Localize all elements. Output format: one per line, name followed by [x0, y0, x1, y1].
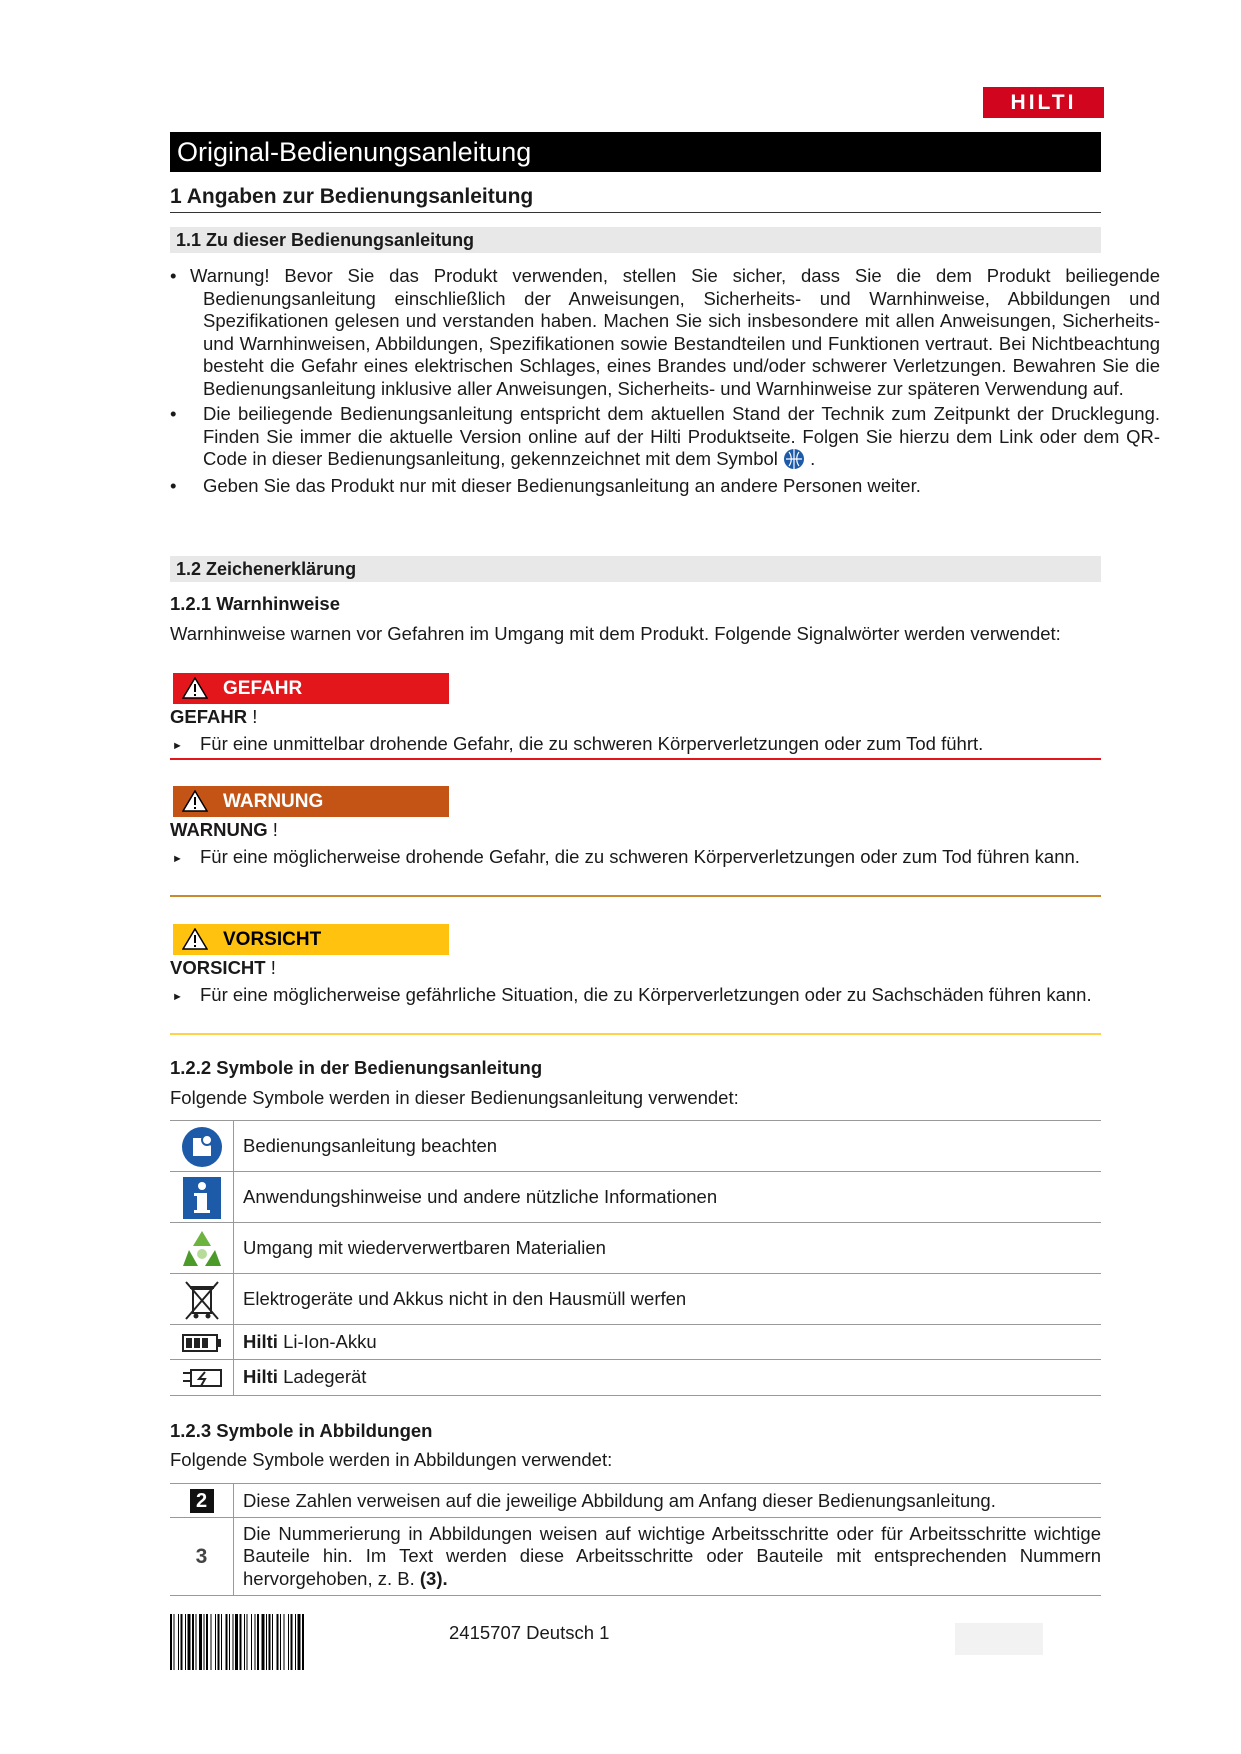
page-title: Original-Bedienungsanleitung	[170, 132, 1101, 172]
crossed-bin-icon	[182, 1279, 222, 1321]
warning-triangle-icon	[182, 928, 208, 950]
vorsicht-signal-bar: VORSICHT	[173, 924, 449, 955]
list-item: • Warnung! Bevor Sie das Produkt verwenden, stellen Sie sicher, dass Sie die dem Produkt beiliegende Bedienungsanleitung einschließlich der Anweisungen, Sicherheits- und Warnhinweise, Abbildungen und Spezifikationen gelesen und verstanden haben. Machen Sie sich insbesondere mit allen Anweisungen, Sicherheits- und Warnhinweisen, Abbildungen, Spezifikationen sowie Bestandteilen und Funktionen vertraut. Bei Nichtbeachtung besteht die Gefahr eines elektrischen Schlages, eines Brandes und/oder schwerer Verletzungen. Bewahren Sie die Bedienungsanleitung inklusive aller Anweisungen, Sicherheits- und Warnhinweise zur späteren Verwendung auf.	[170, 265, 1160, 399]
step-number: 3	[195, 1544, 208, 1568]
battery-icon	[182, 1333, 222, 1353]
gefahr-rule	[170, 758, 1101, 760]
globe-link-icon	[783, 448, 805, 470]
warning-triangle-icon	[182, 790, 208, 812]
vorsicht-word: VORSICHT !	[170, 957, 276, 978]
page-marker-box	[955, 1623, 1043, 1655]
recycle-icon	[181, 1228, 223, 1270]
table-row: 3 Die Nummerierung in Abbildungen weisen auf wichtige Arbeitsschritte oder für Arbeitsschritte wichtige Bauteile hin. Im Text werden diese Arbeitsschritte oder Bauteile mit entsprechenden Nummern hervorgehoben, z. B. (3).	[170, 1517, 1101, 1596]
manual-icon	[181, 1126, 223, 1168]
warnung-signal-bar: WARNUNG	[173, 786, 449, 817]
warnung-description: ► Für eine möglicherweise drohende Gefahr, die zu schweren Körperverletzungen oder zum Tod führen kann.	[172, 846, 1080, 867]
table-row: Elektrogeräte und Akkus nicht in den Hausmüll werfen	[170, 1273, 1101, 1325]
vorsicht-rule	[170, 1033, 1101, 1035]
section-heading-1: 1 Angaben zur Bedienungsanleitung	[170, 184, 1101, 213]
charger-icon	[181, 1367, 223, 1389]
warnung-rule	[170, 895, 1101, 897]
heading-1-2-1: 1.2.1 Warnhinweise	[170, 593, 340, 614]
info-icon	[183, 1177, 221, 1219]
bullet-list	[170, 265, 1160, 497]
table-row: Bedienungsanleitung beachten	[170, 1120, 1101, 1172]
warning-triangle-icon	[182, 677, 208, 699]
table-row: Umgang mit wiederverwertbaren Materialien	[170, 1222, 1101, 1274]
subsection-heading-1-2: 1.2 Zeichenerklärung	[170, 556, 1101, 582]
vorsicht-description: ► Für eine möglicherweise gefährliche Situation, die zu Körperverletzungen oder zu Sachschäden führen kann.	[172, 984, 1092, 1005]
table-row: Hilti Li-Ion-Akku	[170, 1324, 1101, 1360]
table-row: Anwendungshinweise und andere nützliche Informationen	[170, 1171, 1101, 1223]
barcode	[170, 1614, 422, 1670]
gefahr-signal-bar: GEFAHR	[173, 673, 449, 704]
list-item: • Die beiliegende Bedienungsanleitung entspricht dem aktuellen Stand der Technik zum Zeitpunkt der Drucklegung. Finden Sie immer die aktuelle Version online auf der Hilti Produktseite. Folgen Sie hierzu dem Link oder dem QR-Code in dieser Bedienungsanleitung, gekennzeichnet mit dem Symbol .	[170, 403, 1160, 469]
gefahr-description: ► Für eine unmittelbar drohende Gefahr, die zu schweren Körperverletzungen oder zum Tod führt.	[172, 733, 984, 754]
subsection-heading-1-1: 1.1 Zu dieser Bedienungsanleitung	[170, 227, 1101, 253]
table-row: Hilti Ladegerät	[170, 1359, 1101, 1396]
heading-1-2-2: 1.2.2 Symbole in der Bedienungsanleitung	[170, 1057, 543, 1078]
hilti-logo: HILTI	[983, 87, 1104, 118]
table-row: 2 Diese Zahlen verweisen auf die jeweilige Abbildung am Anfang dieser Bedienungsanleitung.	[170, 1483, 1101, 1518]
list-item: • Geben Sie das Produkt nur mit dieser Bedienungsanleitung an andere Personen weiter.	[170, 474, 921, 496]
gefahr-word: GEFAHR !	[170, 706, 258, 727]
figure-symbols-intro: Folgende Symbole werden in Abbildungen verwendet:	[170, 1449, 613, 1470]
footer-text: 2415707 Deutsch 1	[449, 1622, 610, 1643]
symbols-intro: Folgende Symbole werden in dieser Bedienungsanleitung verwendet:	[170, 1087, 739, 1108]
heading-1-2-3: 1.2.3 Symbole in Abbildungen	[170, 1420, 433, 1441]
figure-number-badge: 2	[190, 1489, 214, 1513]
warnung-word: WARNUNG !	[170, 819, 278, 840]
warnings-intro: Warnhinweise warnen vor Gefahren im Umgang mit dem Produkt. Folgende Signalwörter werden verwendet:	[170, 623, 1061, 644]
